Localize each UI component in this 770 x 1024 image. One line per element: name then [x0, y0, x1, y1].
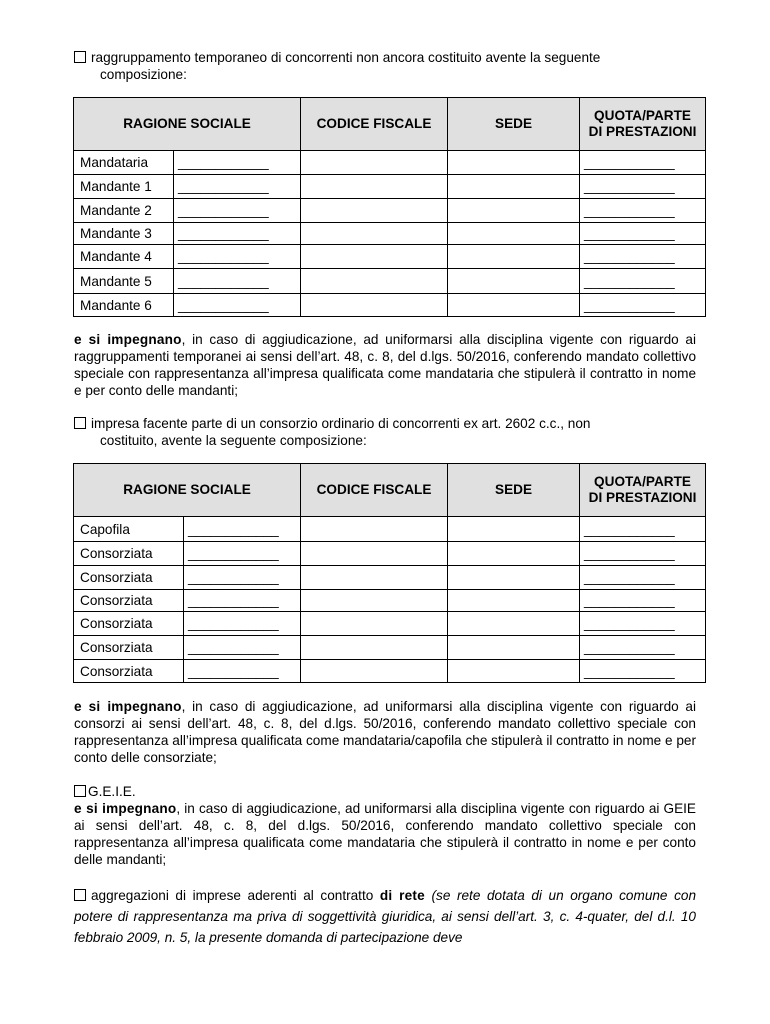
quota-blank[interactable]: ____________	[580, 294, 706, 317]
quota-blank[interactable]: ____________	[580, 542, 706, 566]
sede-cell[interactable]	[448, 223, 580, 245]
sede-cell[interactable]	[448, 175, 580, 199]
quota-blank[interactable]: ____________	[580, 223, 706, 245]
commitment-bold: e si impegnano	[74, 332, 182, 347]
row-role-label: Mandante 2	[74, 199, 174, 223]
quota-blank[interactable]: ____________	[580, 566, 706, 590]
geie-label: G.E.I.E.	[88, 784, 136, 799]
table-header-row	[74, 98, 706, 151]
table-row	[74, 566, 706, 590]
quota-blank[interactable]: ____________	[580, 660, 706, 683]
sede-cell[interactable]	[448, 294, 580, 317]
sede-cell[interactable]	[448, 199, 580, 223]
table-row	[74, 269, 706, 294]
ragione-sociale-blank[interactable]: ____________	[184, 566, 301, 590]
ragione-sociale-blank[interactable]: ____________	[174, 151, 301, 175]
quota-blank[interactable]: ____________	[580, 612, 706, 636]
quota-blank[interactable]: ____________	[580, 636, 706, 660]
rti-composition-table	[73, 97, 706, 317]
table-row	[74, 223, 706, 245]
codice-fiscale-cell[interactable]	[301, 294, 448, 317]
option-geie	[74, 783, 696, 868]
codice-fiscale-cell[interactable]	[301, 269, 448, 294]
sede-cell[interactable]	[448, 660, 580, 683]
ragione-sociale-blank[interactable]: ____________	[184, 612, 301, 636]
rti-label-line1: raggruppamento temporaneo di concorrenti non ancora costituito avente la seguente	[91, 50, 601, 65]
row-role-label: Consorziata	[74, 636, 184, 660]
sede-cell[interactable]	[448, 517, 580, 542]
sede-cell[interactable]	[448, 612, 580, 636]
row-role-label: Capofila	[74, 517, 184, 542]
codice-fiscale-cell[interactable]	[301, 151, 448, 175]
sede-cell[interactable]	[448, 542, 580, 566]
quota-blank[interactable]: ____________	[580, 517, 706, 542]
geie-commitment-text: , in caso di aggiudicazione, ad uniformarsi alla disciplina vigente con riguardo ai GEIE ai sensi dell’art. 48, c. 8, del d.lgs. 50/2016, conferendo mandato collettivo speciale con rappresentanza all’impresa qualificata come mandataria che stipulerà il contratto in nome e per conto delle mandanti;	[74, 801, 696, 867]
codice-fiscale-cell[interactable]	[301, 612, 448, 636]
rete-bold: di rete	[379, 888, 425, 903]
row-role-label: Consorziata	[74, 612, 184, 636]
consorzio-checkbox[interactable]	[74, 417, 86, 429]
ragione-sociale-blank[interactable]: ____________	[184, 590, 301, 612]
consorzio-label-line1: impresa facente parte di un consorzio ordinario di concorrenti ex art. 2602 c.c., non	[91, 416, 591, 431]
quota-blank[interactable]: ____________	[580, 151, 706, 175]
ragione-sociale-blank[interactable]: ____________	[184, 636, 301, 660]
header-quota: QUOTA/PARTE DI PRESTAZIONI	[580, 464, 706, 517]
sede-cell[interactable]	[448, 245, 580, 269]
row-role-label: Consorziata	[74, 660, 184, 683]
commitment-paragraph-consorzio	[74, 698, 696, 766]
ragione-sociale-blank[interactable]: ____________	[174, 199, 301, 223]
table-row	[74, 636, 706, 660]
table-header-row	[74, 464, 706, 517]
header-ragione-sociale: RAGIONE SOCIALE	[74, 98, 301, 151]
sede-cell[interactable]	[448, 151, 580, 175]
table-row	[74, 245, 706, 269]
geie-checkbox[interactable]	[74, 785, 86, 797]
commitment-text: , in caso di aggiudicazione, ad uniformarsi alla disciplina vigente con riguardo ai consorzi ai sensi dell’art. 48, c. 8, del d.lgs. 50/2016, conferendo mandato collettivo speciale con rappresentanza all’impresa qualificata come mandataria/capofila che stipulerà il contratto in nome e per conto delle consorziate;	[74, 699, 696, 765]
ragione-sociale-blank[interactable]: ____________	[184, 517, 301, 542]
ragione-sociale-blank[interactable]: ____________	[174, 245, 301, 269]
rete-text-start: aggregazioni di imprese aderenti al contratto	[91, 888, 374, 903]
row-role-label: Consorziata	[74, 566, 184, 590]
sede-cell[interactable]	[448, 636, 580, 660]
row-role-label: Mandante 4	[74, 245, 174, 269]
option-consorzio	[74, 415, 696, 449]
table-row	[74, 294, 706, 317]
sede-cell[interactable]	[448, 269, 580, 294]
ragione-sociale-blank[interactable]: ____________	[174, 294, 301, 317]
row-role-label: Consorziata	[74, 542, 184, 566]
header-sede: SEDE	[448, 98, 580, 151]
codice-fiscale-cell[interactable]	[301, 175, 448, 199]
table-row	[74, 199, 706, 223]
geie-commitment-bold: e si impegnano	[74, 801, 177, 816]
codice-fiscale-cell[interactable]	[301, 566, 448, 590]
codice-fiscale-cell[interactable]	[301, 245, 448, 269]
row-role-label: Mandataria	[74, 151, 174, 175]
ragione-sociale-blank[interactable]: ____________	[184, 660, 301, 683]
commitment-bold: e si impegnano	[74, 699, 182, 714]
row-role-label: Mandante 5	[74, 269, 174, 294]
codice-fiscale-cell[interactable]	[301, 590, 448, 612]
table-row	[74, 660, 706, 683]
ragione-sociale-blank[interactable]: ____________	[174, 223, 301, 245]
quota-blank[interactable]: ____________	[580, 245, 706, 269]
sede-cell[interactable]	[448, 566, 580, 590]
header-sede: SEDE	[448, 464, 580, 517]
row-role-label: Mandante 3	[74, 223, 174, 245]
rti-checkbox[interactable]	[74, 51, 86, 63]
table-row	[74, 151, 706, 175]
table-row	[74, 612, 706, 636]
codice-fiscale-cell[interactable]	[301, 517, 448, 542]
header-ragione-sociale: RAGIONE SOCIALE	[74, 464, 301, 517]
row-role-label: Mandante 6	[74, 294, 174, 317]
option-rete	[74, 885, 696, 948]
rete-italic-note: (se rete dotata di un organo comune con potere di rappresentanza ma priva di soggettività giuridica, ai sensi dell’art. 3, c. 4-quater, del d.l. 10 febbraio 2009, n. 5, la presente domanda di partecipazione deve	[74, 888, 696, 945]
consorzio-label-line2: costituito, avente la seguente composizione:	[100, 433, 367, 448]
header-codice-fiscale: CODICE FISCALE	[301, 464, 448, 517]
consorzio-composition-table	[73, 463, 706, 683]
header-codice-fiscale: CODICE FISCALE	[301, 98, 448, 151]
commitment-text: , in caso di aggiudicazione, ad uniformarsi alla disciplina vigente con riguardo ai raggruppamenti temporanei ai sensi dell’art. 48, c. 8, del d.lgs. 50/2016, conferendo mandato collettivo speciale con rappresentanza all’impresa qualificata come mandataria che stipulerà il contratto in nome e per conto delle mandanti;	[74, 332, 696, 398]
sede-cell[interactable]	[448, 590, 580, 612]
table-row	[74, 517, 706, 542]
quota-blank[interactable]: ____________	[580, 590, 706, 612]
row-role-label: Mandante 1	[74, 175, 174, 199]
ragione-sociale-blank[interactable]: ____________	[174, 175, 301, 199]
option-rti	[74, 49, 696, 83]
quota-blank[interactable]: ____________	[580, 199, 706, 223]
codice-fiscale-cell[interactable]	[301, 199, 448, 223]
codice-fiscale-cell[interactable]	[301, 542, 448, 566]
rti-label-line2: composizione:	[100, 67, 187, 82]
table-row	[74, 590, 706, 612]
row-role-label: Consorziata	[74, 590, 184, 612]
codice-fiscale-cell[interactable]	[301, 223, 448, 245]
quota-blank[interactable]: ____________	[580, 269, 706, 294]
commitment-paragraph-rti	[74, 331, 696, 399]
ragione-sociale-blank[interactable]: ____________	[174, 269, 301, 294]
ragione-sociale-blank[interactable]: ____________	[184, 542, 301, 566]
quota-blank[interactable]: ____________	[580, 175, 706, 199]
table-row	[74, 175, 706, 199]
header-quota: QUOTA/PARTE DI PRESTAZIONI	[580, 98, 706, 151]
codice-fiscale-cell[interactable]	[301, 636, 448, 660]
rete-checkbox[interactable]	[74, 889, 86, 901]
table-row	[74, 542, 706, 566]
codice-fiscale-cell[interactable]	[301, 660, 448, 683]
